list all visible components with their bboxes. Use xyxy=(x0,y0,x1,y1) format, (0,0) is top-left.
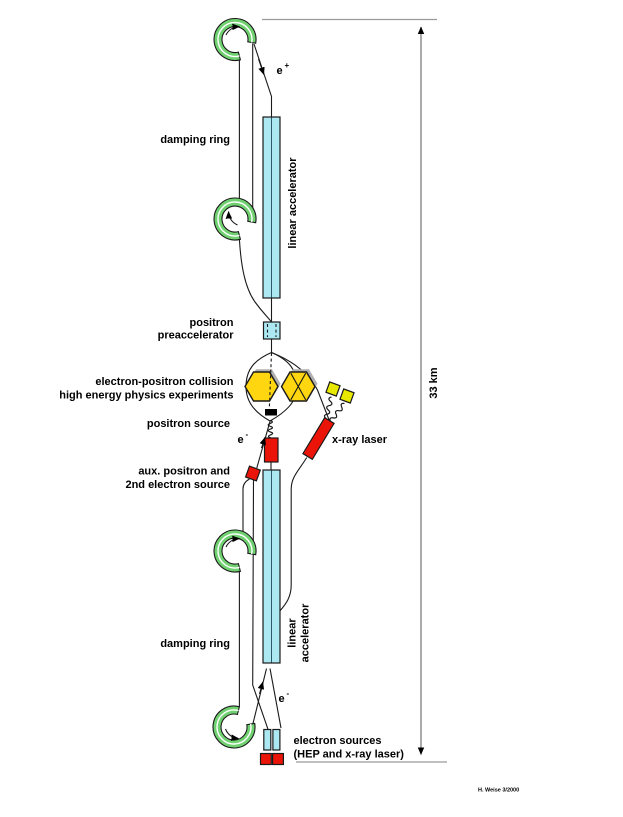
electron-symbol-lower-sup: - xyxy=(286,689,290,698)
positron-symbol: e xyxy=(276,65,283,77)
credit-label: H. Weise 3/2000 xyxy=(478,787,520,794)
electron-source-accel-right xyxy=(273,730,280,751)
ring-direction-arrow xyxy=(229,212,238,226)
damping-ring-bottom-upper xyxy=(214,530,256,572)
positron-symbol-sup: + xyxy=(284,61,290,70)
damping-ring-top-lower xyxy=(214,198,256,240)
electron-sources-label-line2: (HEP and x-ray laser) xyxy=(293,748,404,761)
positron-wiggler-coil xyxy=(268,421,272,438)
positron-source-label: positron source xyxy=(146,418,230,430)
collision-label-line1: electron-positron collision xyxy=(95,376,234,388)
linac-bottom-label-line2: accelerator xyxy=(299,603,312,663)
electron-symbol-upper: e xyxy=(237,434,244,446)
scale-label: 33 km xyxy=(428,367,440,399)
ring-direction-arrow xyxy=(226,729,239,739)
damping-ring-bottom-lower xyxy=(213,706,255,748)
xray-laser-label: x-ray laser xyxy=(332,434,388,446)
photon-beam-1 xyxy=(324,397,331,419)
linac-top-label: linear accelerator xyxy=(287,157,299,249)
electron-injection-line xyxy=(253,669,267,726)
damping-ring-top-upper xyxy=(214,18,256,60)
linear-accelerator-top xyxy=(263,117,280,298)
positron-preaccelerator xyxy=(264,322,281,339)
positron-target-bar xyxy=(266,410,277,416)
xray-undulator xyxy=(303,418,334,460)
xray-station-1 xyxy=(326,382,340,396)
linear-accelerator-bottom xyxy=(263,470,280,663)
photon-beam-2 xyxy=(330,403,345,421)
positron-beam-arrow xyxy=(259,59,264,75)
aux-source-label-line2: 2nd electron source xyxy=(125,479,230,491)
positron-injection-line xyxy=(254,44,272,117)
collision-label-line2: high energy physics experiments xyxy=(59,389,234,402)
electron-gun-right xyxy=(273,754,284,765)
xray-station-2 xyxy=(340,389,354,403)
linac-bottom-label-line1: linear xyxy=(286,618,299,648)
electron-sources-group xyxy=(261,730,284,765)
labels xyxy=(59,61,519,794)
electron-symbol-lower: e xyxy=(278,693,285,705)
damping-straight-bottom-left-upper xyxy=(243,479,250,532)
aux-source-box xyxy=(246,466,261,481)
aux-source-label-line1: aux. positron and xyxy=(138,465,230,478)
electron-source-accel-left xyxy=(264,730,271,751)
electron-sources-label-line1: electron sources xyxy=(293,735,382,747)
damping-ring-bottom-label: damping ring xyxy=(160,638,230,650)
detector-hexagons xyxy=(245,369,318,401)
preaccelerator-label-line2: preaccelerator xyxy=(157,329,234,342)
xray-branch-lower xyxy=(280,458,307,612)
preaccelerator-label-line1: positron xyxy=(189,317,234,329)
electron-gun-left xyxy=(261,754,272,765)
electron-symbol-upper-sup: - xyxy=(245,430,249,439)
damping-ring-top-label: damping ring xyxy=(160,134,230,146)
positron-source-box xyxy=(265,438,279,462)
